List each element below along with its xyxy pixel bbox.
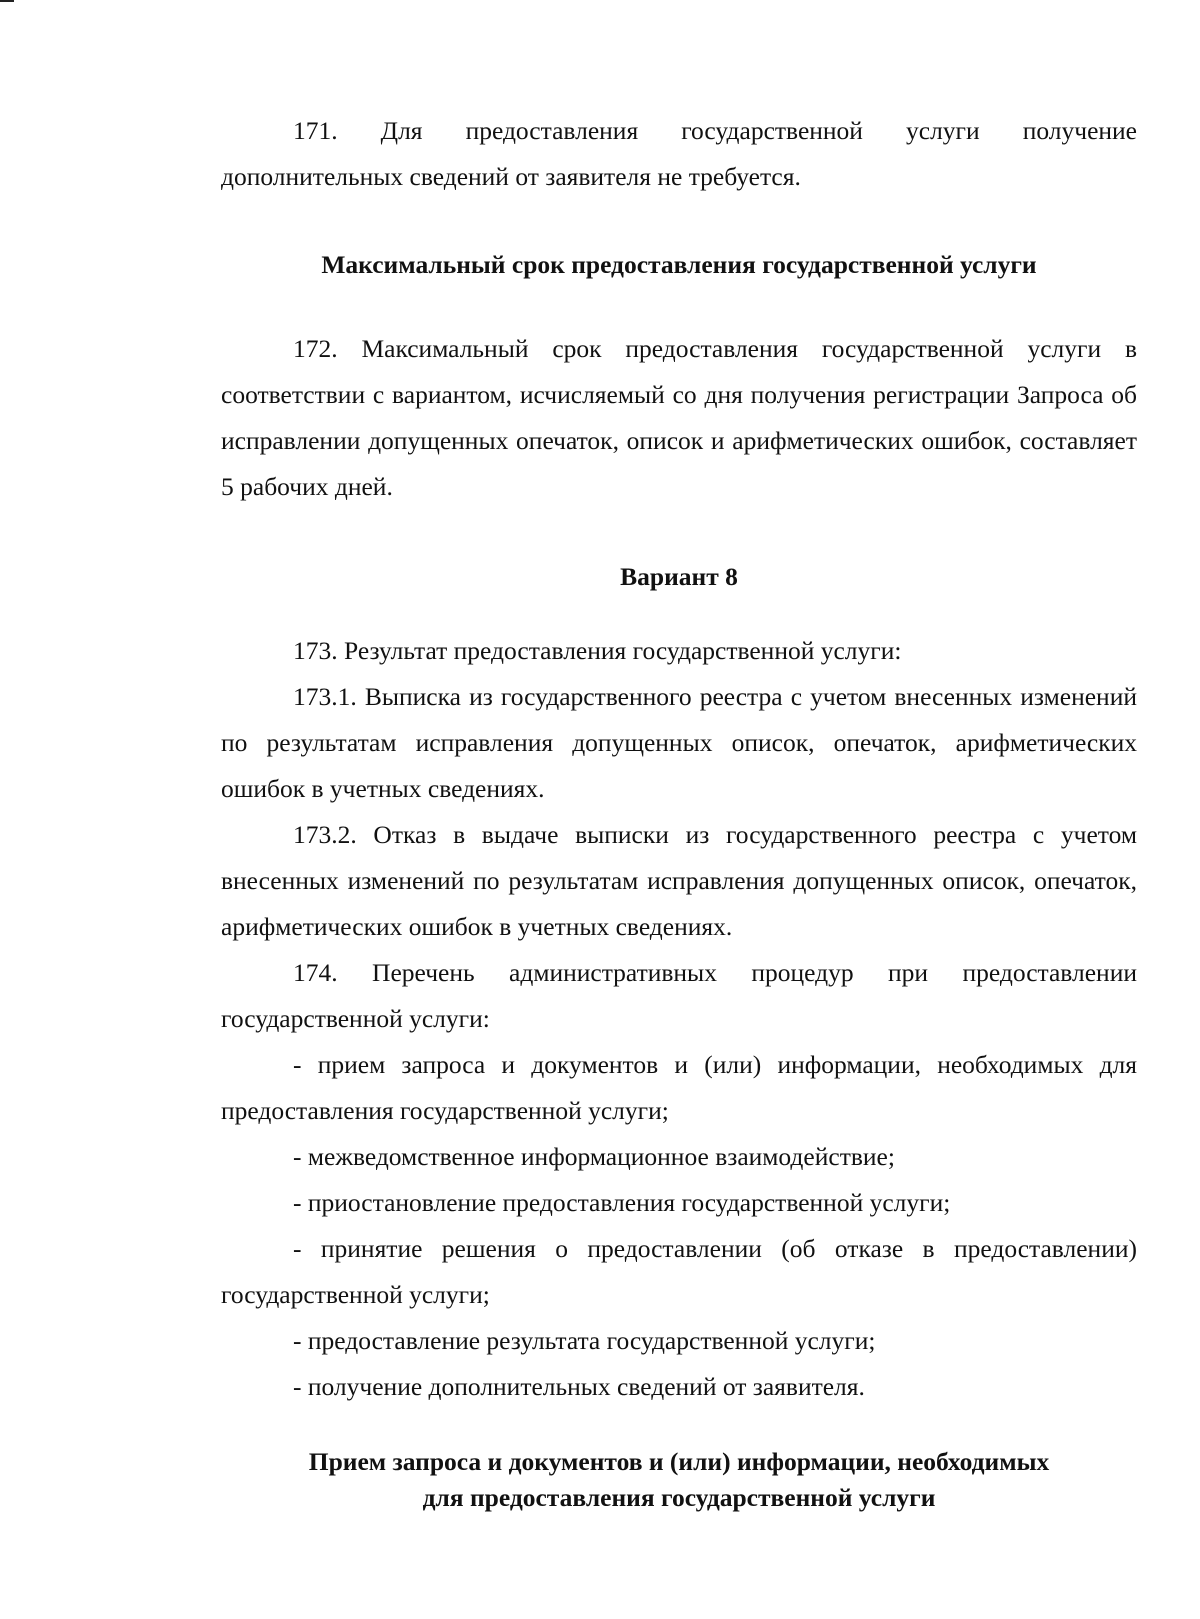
paragraph-173-2: 173.2. Отказ в выдаче выписки из государственного реестра с учетом внесенных изменений по результатам исправления допущенных описок, опечаток, арифметических ошибок в учетных сведениях.	[221, 820, 1137, 941]
procedure-item: - межведомственное информационное взаимодействие;	[293, 1142, 895, 1171]
page-corner-mark	[0, 0, 14, 2]
paragraph-171: 171. Для предоставления государственной услуги получение дополнительных сведений от заявителя не требуется.	[221, 116, 1137, 191]
procedure-item: - принятие решения о предоставлении (об отказе в предоставлении) государственной услуги;	[221, 1234, 1137, 1309]
procedure-item: - предоставление результата государственной услуги;	[293, 1326, 876, 1355]
document-body	[221, 108, 1137, 1516]
paragraph-174: 174. Перечень административных процедур при предоставлении государственной услуги:	[221, 958, 1137, 1033]
heading-max-term: Максимальный срок предоставления государственной услуги	[321, 250, 1037, 279]
paragraph-172: 172. Максимальный срок предоставления государственной услуги в соответствии с вариантом, исчисляемый со дня получения регистрации Запроса об исправлении допущенных опечаток, описок и арифметических ошибок, составляет 5 рабочих дней.	[221, 334, 1137, 501]
procedure-item: - прием запроса и документов и (или) информации, необходимых для предоставления государственной услуги;	[221, 1050, 1137, 1125]
heading-variant: Вариант 8	[620, 562, 738, 591]
procedures-list	[221, 1042, 1137, 1410]
heading-reception-line2: для предоставления государственной услуги	[422, 1483, 936, 1512]
procedure-item: - приостановление предоставления государственной услуги;	[293, 1188, 951, 1217]
paragraph-173: 173. Результат предоставления государственной услуги:	[293, 636, 902, 665]
heading-reception-line1: Прием запроса и документов и (или) информации, необходимых	[308, 1447, 1050, 1476]
procedure-item: - получение дополнительных сведений от заявителя.	[293, 1372, 865, 1401]
heading-reception	[221, 1444, 1137, 1516]
paragraph-173-1: 173.1. Выписка из государственного реестра с учетом внесенных изменений по результатам исправления допущенных описок, опечаток, арифметических ошибок в учетных сведениях.	[221, 682, 1137, 803]
